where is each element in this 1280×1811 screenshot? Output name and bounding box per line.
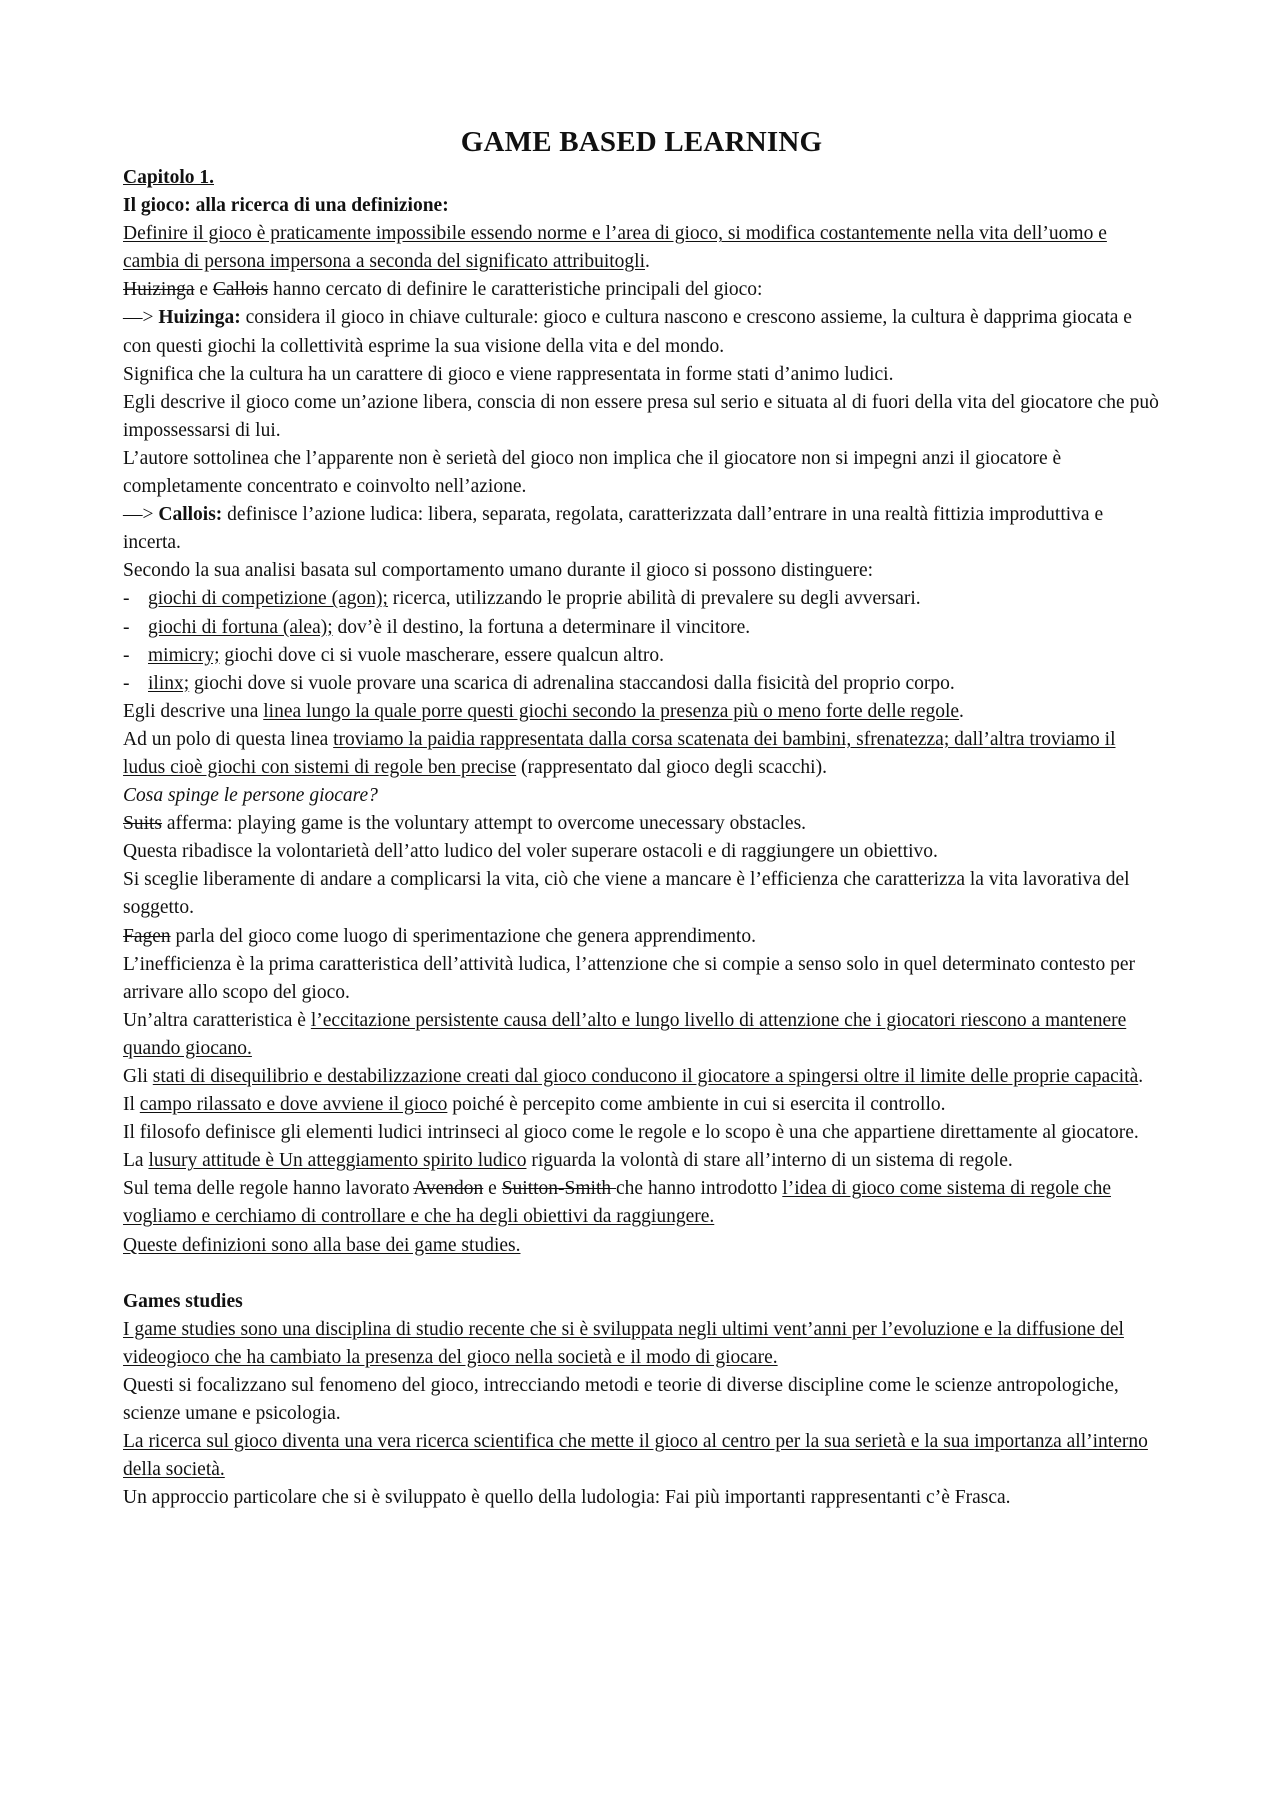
paragraph: [123, 304, 1160, 360]
text: giochi dove ci si vuole mascherare, essere qualcun altro.: [219, 644, 665, 666]
underlined-text: lusury attitude è Un atteggiamento spirito ludico: [148, 1150, 527, 1172]
paragraph: [123, 276, 1160, 304]
paragraph: Significa che la cultura ha un carattere di gioco e viene rappresentata in forme stati d’animo ludici.: [123, 363, 894, 385]
list-term: mimicry;: [148, 644, 220, 666]
list-item: [123, 670, 1160, 698]
text: ricerca, utilizzando le proprie abilità di prevalere su degli avversari.: [387, 588, 921, 610]
author-name: Huizinga:: [158, 307, 241, 329]
text: Sul tema delle regole hanno lavorato: [123, 1178, 414, 1200]
text: e: [483, 1178, 502, 1200]
text: (rappresentato dal gioco degli scacchi).: [516, 756, 827, 778]
text: definisce l’azione ludica: libera, separata, regolata, caratterizzata dall’entrare in una realtà fittizia improduttiva e incerta.: [123, 504, 1104, 554]
text: .: [959, 700, 964, 722]
paragraph: [123, 1063, 1160, 1091]
text: dov’è il destino, la fortuna a determinare il vincitore.: [332, 616, 751, 638]
paragraph: [123, 501, 1160, 557]
list-item: [123, 614, 1160, 642]
paragraph: [123, 1147, 1160, 1175]
text: .: [1138, 1066, 1144, 1087]
struck-text: Fagen: [123, 925, 171, 947]
struck-text: Callois: [212, 279, 269, 301]
underlined-text: Definire il gioco è praticamente impossibile essendo norme e l’area di gioco, si modifica costantemente nella vita dell’uomo e cambia di persona impersona a seconda del significato attribuitogli: [123, 223, 1107, 273]
chapter-heading: Capitolo 1.: [123, 167, 215, 188]
text: riguarda la volontà di stare all’interno di un sistema di regole.: [526, 1150, 1013, 1172]
author-name: Callois:: [158, 504, 223, 526]
bullet-dash: -: [123, 588, 130, 610]
paragraph: [123, 1091, 1160, 1119]
underlined-text: troviamo la paidia rappresentata dalla corsa scatenata dei bambini, sfrenatezza; dall’altra troviamo il ludus cioè giochi con sistemi di regole ben precise: [123, 728, 1116, 778]
struck-text: Suitton-Smith: [501, 1178, 617, 1200]
text: Ad un polo di questa linea: [123, 728, 334, 750]
text: La: [123, 1150, 149, 1172]
section-heading: Games studies: [123, 1290, 243, 1312]
paragraph: L’autore sottolinea che l’apparente non è serietà del gioco non implica che il giocatore non si impegni anzi il giocatore è completamente concentrato e coinvolto nell’azione.: [123, 447, 1062, 498]
text: che hanno introdotto: [616, 1178, 783, 1200]
text: parla del gioco come luogo di sperimentazione che genera apprendimento.: [170, 925, 756, 947]
bullet-dash: -: [123, 644, 130, 666]
underlined-text: stati di disequilibrio e destabilizzazione creati dal gioco conducono il giocatore a spingersi oltre il limite delle proprie capacità: [152, 1066, 1139, 1087]
text: afferma: playing game is the voluntary attempt to overcome unecessary obstacles.: [162, 813, 807, 835]
list-term: giochi di fortuna (alea);: [148, 616, 333, 638]
text: poiché è percepito come ambiente in cui si esercita il controllo.: [447, 1094, 946, 1116]
paragraph: Queste definizioni sono alla base dei game studies.: [123, 1234, 521, 1256]
struck-text: Suits: [123, 813, 163, 835]
document-title: GAME BASED LEARNING: [460, 126, 823, 158]
text: giochi dove si vuole provare una scarica di adrenalina staccandosi dalla fisicità del proprio corpo.: [189, 672, 955, 694]
struck-text: Huizinga: [123, 279, 195, 301]
text: Un’altra caratteristica è: [123, 1009, 311, 1031]
text: Il: [123, 1094, 140, 1116]
underlined-text: l’eccitazione persistente causa dell’alto e lungo livello di attenzione che i giocatori riescono a mantenere quando giocano.: [123, 1009, 1127, 1059]
struck-text: Avendon: [413, 1178, 484, 1200]
paragraph: [123, 220, 1160, 276]
text: .: [645, 251, 650, 273]
paragraph: [123, 810, 1160, 838]
text: hanno cercato di definire le caratteristiche principali del gioco:: [268, 279, 763, 301]
paragraph: Questa ribadisce la volontarietà dell’atto ludico del voler superare ostacoli e di raggiungere un obiettivo.: [123, 841, 938, 863]
text: considera il gioco in chiave culturale: gioco e cultura nascono e crescono assieme, la cultura è dapprima giocata e con questi giochi la collettività esprime la sua visione della vita e del mondo.: [123, 307, 1132, 357]
question-heading: Cosa spinge le persone giocare?: [123, 785, 378, 807]
text: e: [194, 279, 213, 301]
paragraph: [123, 1007, 1160, 1063]
text: Egli descrive una: [123, 700, 264, 722]
text: Gli: [123, 1066, 153, 1087]
arrow: —>: [123, 307, 159, 329]
list-item: [123, 585, 1160, 613]
paragraph: [123, 698, 1160, 726]
paragraph: [123, 1175, 1160, 1231]
paragraph: Il filosofo definisce gli elementi ludici intrinseci al gioco come le regole e lo scopo è una che appartiene direttamente al giocatore.: [123, 1122, 1139, 1144]
section-heading: Il gioco: alla ricerca di una definizione:: [123, 195, 449, 217]
paragraph: Si sceglie liberamente di andare a complicarsi la vita, ciò che viene a mancare è l’efficienza che caratterizza la vita lavorativa del soggetto.: [123, 869, 1130, 919]
underlined-text: campo rilassato e dove avviene il gioco: [139, 1094, 448, 1116]
list-term: giochi di competizione (agon);: [148, 588, 388, 610]
paragraph: [123, 726, 1160, 782]
paragraph: [123, 923, 1160, 951]
paragraph: Un approccio particolare che si è sviluppato è quello della ludologia: Fai più importanti rappresentanti c’è Frasca.: [123, 1487, 1011, 1509]
underlined-text: linea lungo la quale porre questi giochi secondo la presenza più o meno forte delle regole: [263, 700, 960, 722]
paragraph: Questi si focalizzano sul fenomeno del gioco, intrecciando metodi e teorie di diverse discipline come le scienze antropologiche, scienze umane e psicologia.: [123, 1374, 1119, 1425]
bullet-dash: -: [123, 672, 130, 694]
underlined-text: l’idea di gioco come sistema di regole che vogliamo e cerchiamo di controllare e che ha degli obiettivi da raggiungere.: [123, 1178, 1111, 1228]
paragraph: Egli descrive il gioco come un’azione libera, conscia di non essere presa sul serio e situata al di fuori della vita del giocatore che può impossessarsi di lui.: [123, 391, 1159, 441]
blank-line: [123, 1260, 1160, 1288]
list-term: ilinx;: [148, 672, 190, 694]
paragraph: I game studies sono una disciplina di studio recente che si è sviluppata negli ultimi vent’anni per l’evoluzione e la diffusione del videogioco che ha cambiato la presenza del gioco nella società e il modo di giocare.: [123, 1318, 1124, 1368]
paragraph: L’inefficienza è la prima caratteristica dell’attività ludica, l’attenzione che si compie a senso solo in quel determinato contesto per arrivare allo scopo del gioco.: [123, 953, 1135, 1003]
list-item: [123, 642, 1160, 670]
bullet-dash: -: [123, 616, 130, 638]
paragraph: La ricerca sul gioco diventa una vera ricerca scientifica che mette il gioco al centro per la sua serietà e la sua importanza all’interno della società.: [123, 1431, 1148, 1481]
arrow: —>: [123, 504, 159, 526]
paragraph: Secondo la sua analisi basata sul comportamento umano durante il gioco si possono distinguere:: [123, 560, 874, 582]
